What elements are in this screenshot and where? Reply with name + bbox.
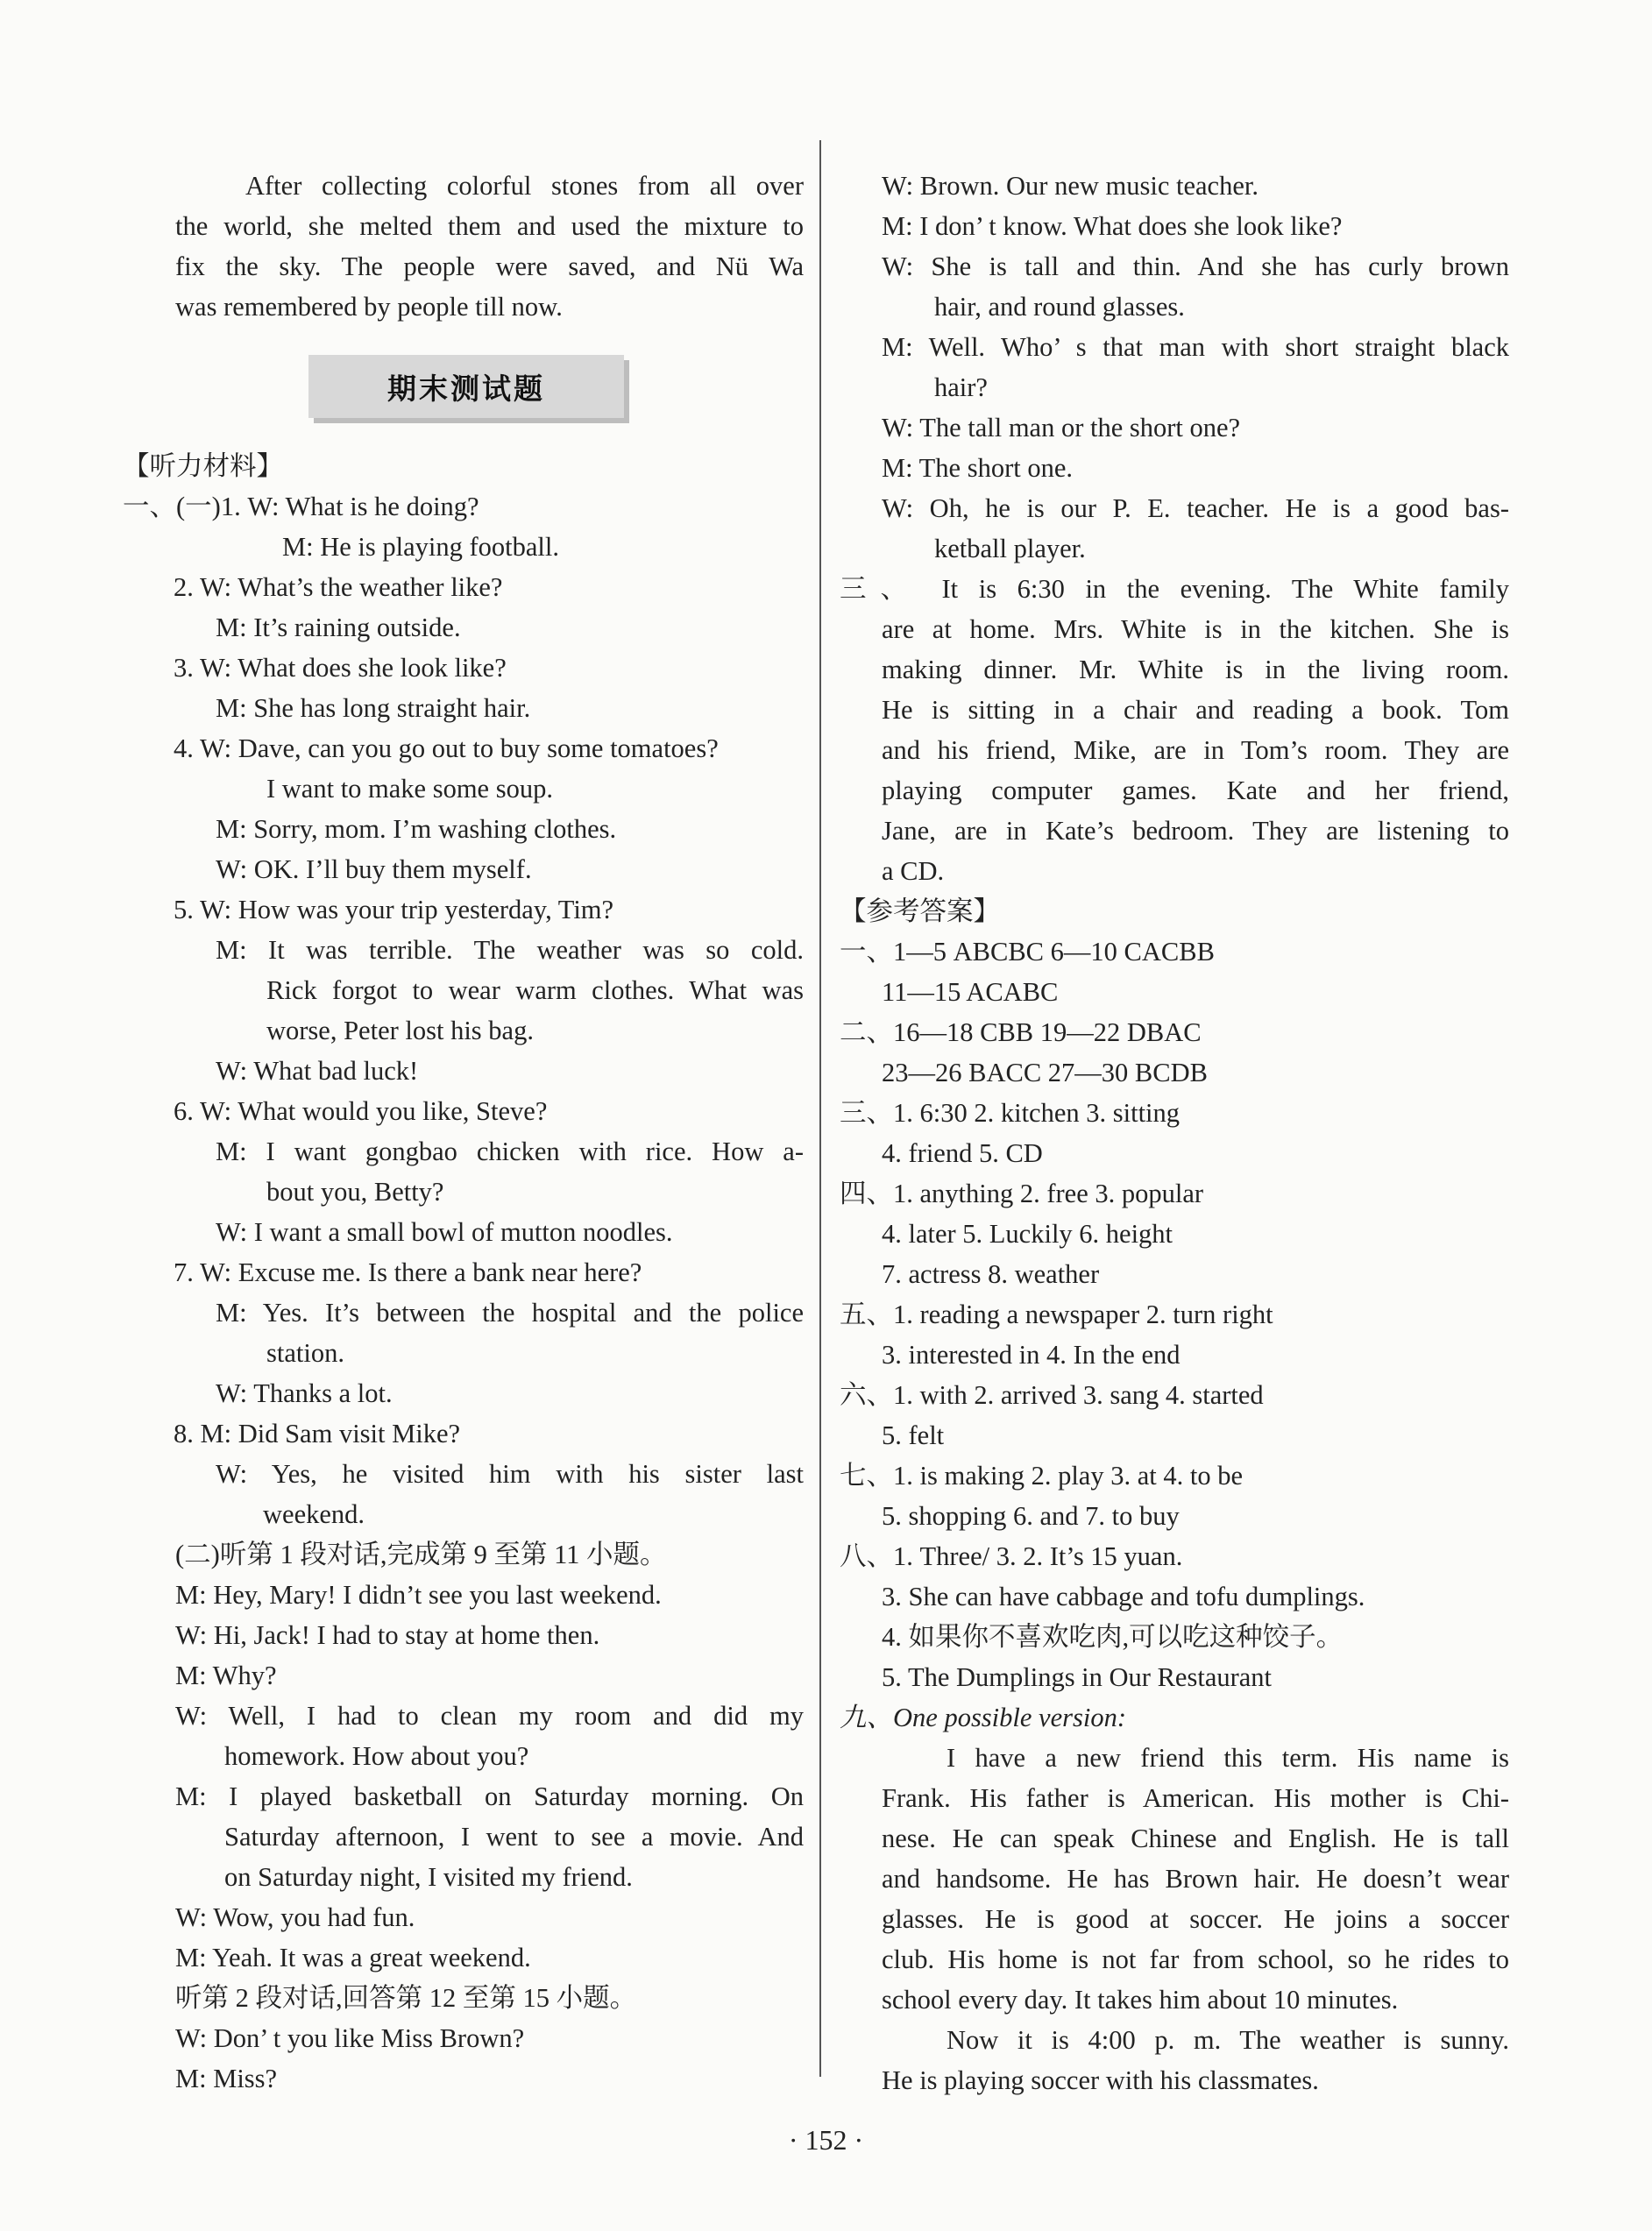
section-title-box <box>308 355 624 418</box>
dialogue-line: 4. W: Dave, can you go out to buy some tomatoes? <box>174 733 719 763</box>
dialogue-line: 听第 2 段对话,回答第 12 至第 15 小题。 <box>175 1983 637 2013</box>
passage-line: and his friend, Mike, are in Tom’s room. They are <box>882 735 1509 765</box>
dialogue-line: M: Miss? <box>175 2064 278 2093</box>
essay-line: and handsome. He has Brown hair. He doesn’t wear <box>882 1864 1509 1894</box>
answer-line: 5. The Dumplings in Our Restaurant <box>882 1662 1273 1692</box>
answers-heading: 【参考答案】 <box>840 896 1000 926</box>
dialogue-line: 一、(一)1. W: What is he doing? <box>123 492 479 521</box>
dialogue-line: bout you, Betty? <box>266 1177 444 1207</box>
answer-line: 4. later 5. Luckily 6. height <box>882 1219 1173 1249</box>
dialogue-line: M: Hey, Mary! I didn’t see you last weekend. <box>175 1580 662 1610</box>
page-number: · 152 · <box>788 2124 864 2156</box>
dialogue-line: M: Yeah. It was a great weekend. <box>175 1943 531 1972</box>
column-divider <box>819 140 821 2077</box>
dialogue-line: W: She is tall and thin. And she has curly brown <box>882 251 1509 281</box>
intro-line-4: was remembered by people till now. <box>175 292 563 322</box>
essay-line: Now it is 4:00 p. m. The weather is sunny. <box>947 2025 1509 2055</box>
dialogue-line: W: Well, I had to clean my room and did my <box>175 1701 804 1731</box>
dialogue-line: W: The tall man or the short one? <box>882 413 1241 443</box>
answer-line: 3. She can have cabbage and tofu dumplings. <box>882 1582 1365 1611</box>
dialogue-line: ketball player. <box>934 534 1086 563</box>
answer-line: 四、1. anything 2. free 3. popular <box>840 1179 1204 1208</box>
dialogue-line: homework. How about you? <box>224 1741 529 1771</box>
essay-line: I have a new friend this term. His name is <box>947 1743 1509 1773</box>
answer-line: 三、1. 6:30 2. kitchen 3. sitting <box>840 1098 1181 1128</box>
dialogue-line: 6. W: What would you like, Steve? <box>174 1096 548 1126</box>
passage-line: He is sitting in a chair and reading a book. Tom <box>882 695 1509 725</box>
answer-line: 六、1. with 2. arrived 3. sang 4. started <box>840 1380 1264 1410</box>
dialogue-line: W: Brown. Our new music teacher. <box>882 171 1258 201</box>
dialogue-line: Saturday afternoon, I went to see a movie. And <box>224 1822 804 1852</box>
answer-line: 七、1. is making 2. play 3. at 4. to be <box>840 1461 1243 1491</box>
intro-line-3: fix the sky. The people were saved, and Nü Wa <box>175 251 804 281</box>
dialogue-line: on Saturday night, I visited my friend. <box>224 1862 633 1892</box>
dialogue-line: M: Yes. It’s between the hospital and the police <box>216 1298 804 1328</box>
intro-line-1: After collecting colorful stones from all over <box>245 171 804 201</box>
answer-line: 5. felt <box>882 1420 945 1450</box>
dialogue-line: M: I want gongbao chicken with rice. How a- <box>216 1137 804 1166</box>
passage-line: Jane, are in Kate’s bedroom. They are listening to <box>882 816 1509 846</box>
dialogue-line: W: Yes, he visited him with his sister last <box>216 1459 804 1489</box>
dialogue-line: hair? <box>934 372 988 402</box>
dialogue-line: 3. W: What does she look like? <box>174 653 507 683</box>
dialogue-line: W: Don’ t you like Miss Brown? <box>175 2023 525 2053</box>
dialogue-line: (二)听第 1 段对话,完成第 9 至第 11 小题。 <box>175 1540 667 1569</box>
dialogue-line: 2. W: What’s the weather like? <box>174 572 503 602</box>
essay-line: nese. He can speak Chinese and English. He is tall <box>882 1824 1509 1853</box>
dialogue-line: Rick forgot to wear warm clothes. What was <box>266 975 804 1005</box>
dialogue-line: W: Wow, you had fun. <box>175 1902 415 1932</box>
section-title: 期末测试题 <box>387 371 545 406</box>
dialogue-line: M: He is playing football. <box>282 532 559 562</box>
dialogue-line: M: Sorry, mom. I’m washing clothes. <box>216 814 617 844</box>
answer-line: 二、16—18 CBB 19—22 DBAC <box>840 1017 1202 1047</box>
answer-line: 5. shopping 6. and 7. to buy <box>882 1501 1180 1531</box>
dialogue-line: M: It was terrible. The weather was so cold. <box>216 935 804 965</box>
dialogue-line: M: I played basketball on Saturday morning. On <box>175 1781 804 1811</box>
passage-line: a CD. <box>882 856 945 886</box>
dialogue-line: W: I want a small bowl of mutton noodles. <box>216 1217 673 1247</box>
dialogue-line: M: Well. Who’ s that man with short straight black <box>882 332 1509 362</box>
essay-line: Frank. His father is American. His mother is Chi- <box>882 1783 1509 1813</box>
dialogue-line: 7. W: Excuse me. Is there a bank near here? <box>174 1257 642 1287</box>
dialogue-line: W: OK. I’ll buy them myself. <box>216 854 532 884</box>
intro-line-2: the world, she melted them and used the mixture to <box>175 211 804 241</box>
answer-line: 五、1. reading a newspaper 2. turn right <box>840 1300 1273 1329</box>
dialogue-line: hair, and round glasses. <box>934 292 1185 322</box>
essay-line: club. His home is not far from school, so he rides to <box>882 1944 1509 1974</box>
dialogue-line: W: Oh, he is our P. E. teacher. He is a good bas- <box>882 493 1509 523</box>
passage-line: are at home. Mrs. White is in the kitchen. She is <box>882 614 1509 644</box>
answer-line: 九、One possible version: <box>840 1703 1126 1732</box>
dialogue-line: W: Hi, Jack! I had to stay at home then. <box>175 1620 600 1650</box>
answer-line: 4. 如果你不喜欢吃肉,可以吃这种饺子。 <box>882 1622 1344 1652</box>
dialogue-line: station. <box>266 1338 344 1368</box>
dialogue-line: W: What bad luck! <box>216 1056 419 1086</box>
dialogue-line: M: I don’ t know. What does she look like? <box>882 211 1343 241</box>
answer-line: 一、1—5 ABCBC 6—10 CACBB <box>840 937 1215 967</box>
listening-heading: 【听力材料】 <box>123 451 283 481</box>
dialogue-line: weekend. <box>263 1499 365 1529</box>
essay-line: glasses. He is good at soccer. He joins a soccer <box>882 1904 1509 1934</box>
passage-line: playing computer games. Kate and her friend, <box>882 776 1509 805</box>
essay-line: school every day. It takes him about 10 minutes. <box>882 1985 1399 2015</box>
dialogue-line: 8. M: Did Sam visit Mike? <box>174 1419 461 1448</box>
passage-line: 三、 It is 6:30 in the evening. The White family <box>840 574 1509 604</box>
dialogue-line: M: Why? <box>175 1661 277 1690</box>
essay-line: He is playing soccer with his classmates. <box>882 2065 1319 2095</box>
dialogue-line: M: The short one. <box>882 453 1073 483</box>
dialogue-line: M: It’s raining outside. <box>216 613 461 642</box>
answer-line: 3. interested in 4. In the end <box>882 1340 1181 1370</box>
answer-line: 23—26 BACC 27—30 BCDB <box>882 1058 1208 1087</box>
answer-line: 4. friend 5. CD <box>882 1138 1043 1168</box>
dialogue-line: M: She has long straight hair. <box>216 693 531 723</box>
answer-line: 7. actress 8. weather <box>882 1259 1100 1289</box>
dialogue-line: 5. W: How was your trip yesterday, Tim? <box>174 895 614 924</box>
answer-line: 11—15 ACABC <box>882 977 1059 1007</box>
passage-line: making dinner. Mr. White is in the living room. <box>882 655 1509 684</box>
dialogue-line: W: Thanks a lot. <box>216 1378 393 1408</box>
dialogue-line: I want to make some soup. <box>266 774 553 804</box>
answer-line: 八、1. Three/ 3. 2. It’s 15 yuan. <box>840 1541 1183 1571</box>
dialogue-line: worse, Peter lost his bag. <box>266 1016 534 1045</box>
